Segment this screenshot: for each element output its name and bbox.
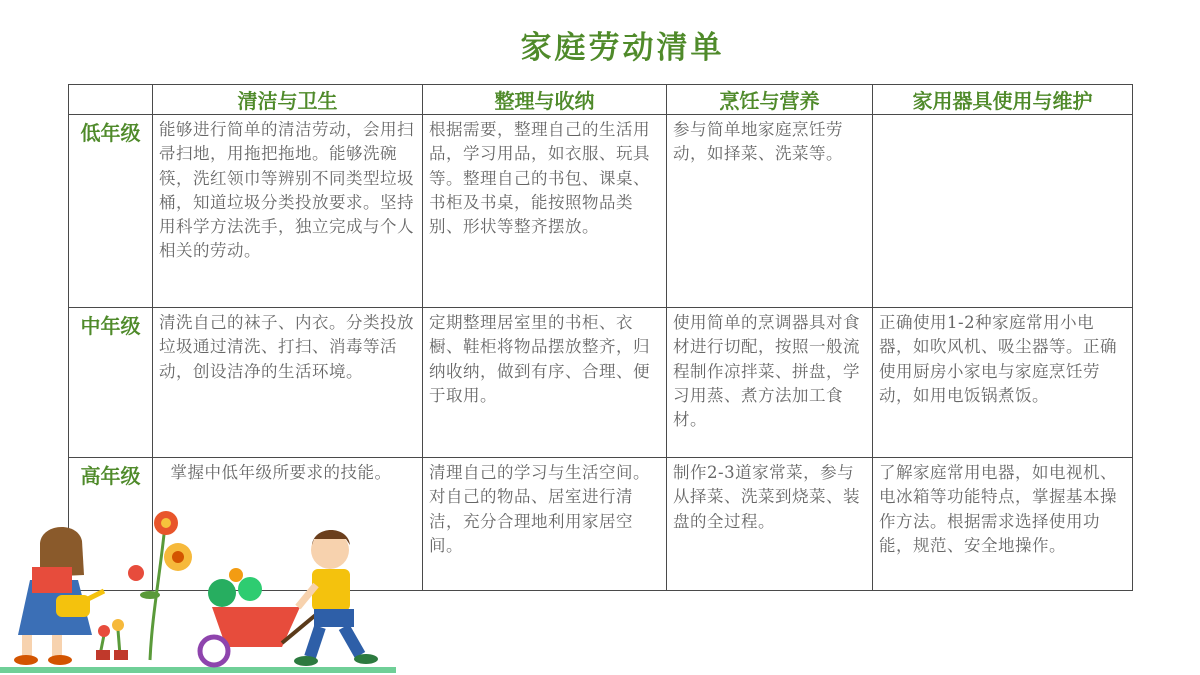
cell-lower-appliances xyxy=(873,115,1133,308)
cell-lower-organizing: 根据需要，整理自己的生活用品，学习用品，如衣服、玩具等。整理自己的书包、课桌、书柜及书桌，能按照物品类别、形状等整齐摆放。 xyxy=(423,115,667,308)
row-header-upper-grade: 高年级 xyxy=(69,458,153,591)
grass-strip xyxy=(0,667,396,673)
cell-middle-appliances: 正确使用1-2种家庭常用小电器，如吹风机、吸尘器等。正确使用厨房小家电与家庭烹饪劳动，如用电饭锅煮饭。 xyxy=(873,308,1133,458)
table-row-middle-grade xyxy=(69,308,1133,458)
row-header-middle-grade: 中年级 xyxy=(69,308,153,458)
cell-middle-cooking: 使用简单的烹调器具对食材进行切配，按照一般流程制作凉拌菜、拼盘，学习用蒸、煮方法加工食材。 xyxy=(667,308,873,458)
cell-middle-cleaning: 清洗自己的袜子、内衣。分类投放垃圾通过清洗、打扫、消毒等活动，创设洁净的生活环境。 xyxy=(153,308,423,458)
column-header-cooking: 烹饪与营养 xyxy=(667,85,873,115)
header-row xyxy=(69,85,1133,115)
cell-upper-appliances: 了解家庭常用电器，如电视机、电冰箱等功能特点，掌握基本操作方法。根据需求选择使用功能，规范、安全地操作。 xyxy=(873,458,1133,591)
corner-cell xyxy=(69,85,153,115)
page-title: 家庭劳动清单 xyxy=(520,30,725,66)
column-header-appliances: 家用器具使用与维护 xyxy=(873,85,1133,115)
cell-upper-cleaning: 掌握中低年级所要求的技能。 xyxy=(153,458,423,591)
cell-upper-organizing: 清理自己的学习与生活空间。对自己的物品、居室进行清洁，充分合理地利用家居空间。 xyxy=(423,458,667,591)
cell-middle-organizing: 定期整理居室里的书柜、衣橱、鞋柜将物品摆放整齐，归纳收纳，做到有序、合理、便于取用。 xyxy=(423,308,667,458)
row-header-lower-grade: 低年级 xyxy=(69,115,153,308)
cell-upper-cooking: 制作2-3道家常菜，参与从择菜、洗菜到烧菜、装盘的全过程。 xyxy=(667,458,873,591)
flower-icon xyxy=(128,511,192,660)
boy-pushing-icon xyxy=(294,530,378,666)
children-gardening-illustration xyxy=(0,495,400,675)
wheelbarrow-icon xyxy=(200,568,318,665)
column-header-organizing: 整理与收纳 xyxy=(423,85,667,115)
seedlings-icon xyxy=(96,619,128,660)
cell-lower-cooking: 参与简单地家庭烹饪劳动，如择菜、洗菜等。 xyxy=(667,115,873,308)
girl-watering-icon xyxy=(14,527,104,665)
table-row-lower-grade xyxy=(69,115,1133,308)
column-header-cleaning: 清洁与卫生 xyxy=(153,85,423,115)
cell-lower-cleaning: 能够进行简单的清洁劳动，会用扫帚扫地，用拖把拖地。能够洗碗筷，洗红领巾等辨别不同类型垃圾桶，知道垃圾分类投放要求。坚持用科学方法洗手，独立完成与个人相关的劳动。 xyxy=(153,115,423,308)
